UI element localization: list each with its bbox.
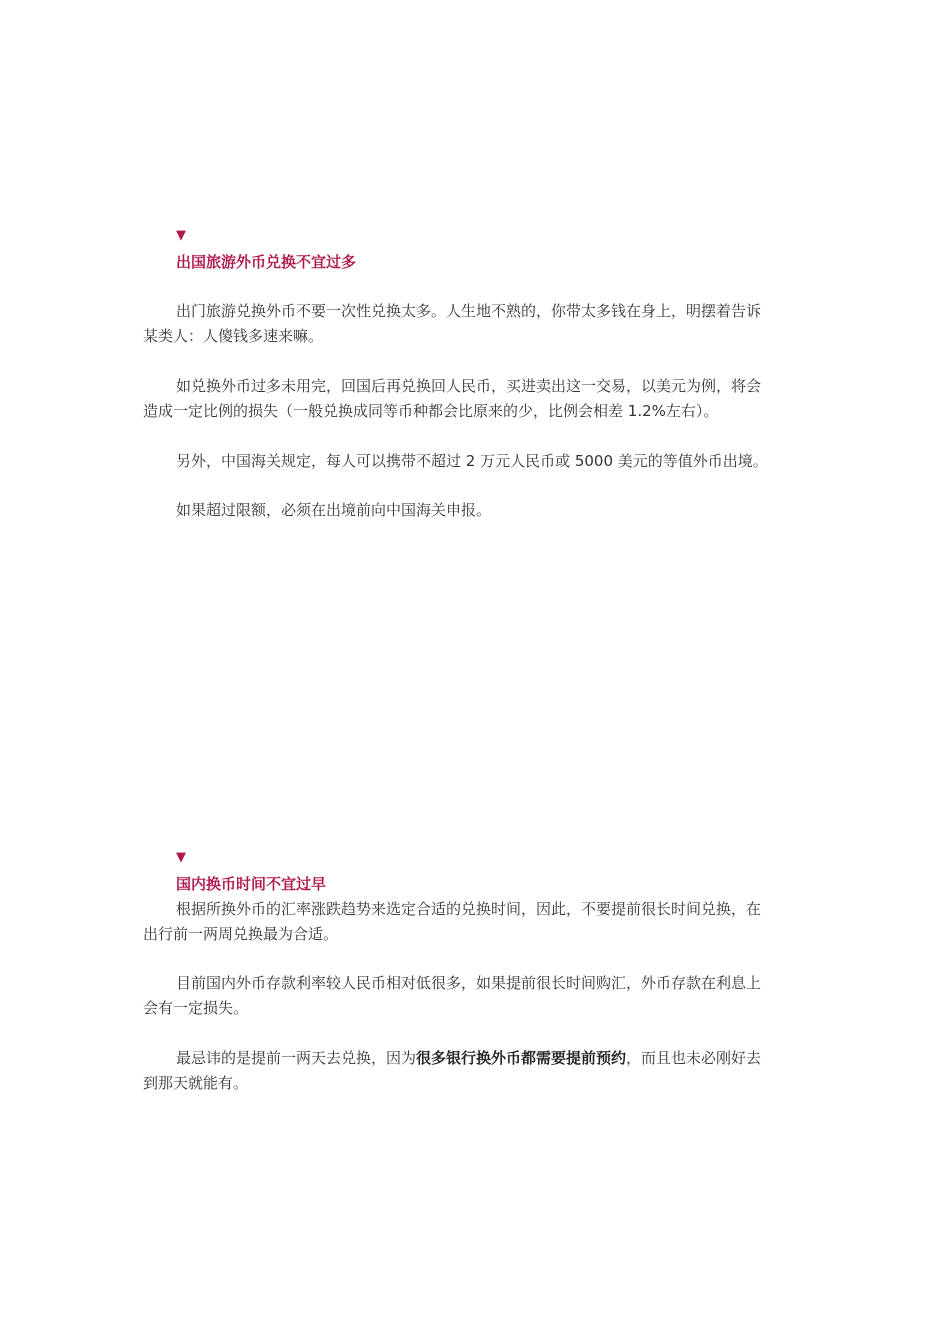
paragraph-line: 根据所换外币的汇率涨跌趋势来选定合适的兑换时间，因此，不要提前很长时间兑换，在 (176, 900, 762, 918)
paragraph (143, 449, 803, 474)
paragraph-line: 到那天就能有。 (143, 1074, 249, 1092)
paragraph-line: 另外，中国海关规定，每人可以携带不超过 2 万元人民币或 5000 美元的等值外币出境。 (176, 452, 768, 470)
paragraph-line: 造成一定比例的损失（一般兑换成同等币种都会比原来的少，比例会相差 1.2%左右）。 (143, 402, 719, 420)
paragraph (143, 374, 803, 424)
paragraph (143, 971, 803, 1021)
paragraph-line: 出行前一两周兑换最为合适。 (143, 925, 339, 943)
paragraph-line (143, 1046, 803, 1071)
paragraph (143, 1046, 803, 1096)
paragraph-text: 最忌讳的是提前一两天去兑换，因为 (176, 1049, 417, 1067)
paragraph-line: 某类人：人傻钱多速来嘛。 (143, 327, 324, 345)
paragraph (143, 299, 803, 349)
section-marker-icon: ▼ (176, 228, 186, 243)
emphasis-text: 很多银行换外币都需要提前预约 (416, 1049, 627, 1067)
paragraph-line: 出门旅游兑换外币不要一次性兑换太多。人生地不熟的，你带太多钱在身上，明摆着告诉 (176, 302, 762, 320)
paragraph-line: 目前国内外币存款利率较人民币相对低很多，如果提前很长时间购汇，外币存款在利息上 (176, 974, 762, 992)
section-marker-icon: ▼ (176, 850, 186, 865)
paragraph (143, 498, 803, 523)
section-heading: 国内换币时间不宜过早 (176, 875, 327, 893)
paragraph-text: ，而且也未必刚好去 (626, 1049, 762, 1067)
paragraph-line: 如果超过限额，必须在出境前向中国海关申报。 (176, 501, 492, 519)
paragraph-line: 如兑换外币过多未用完，回国后再兑换回人民币，买进卖出这一交易，以美元为例，将会 (176, 377, 762, 395)
section-heading: 出国旅游外币兑换不宜过多 (176, 253, 357, 271)
paragraph (143, 897, 803, 947)
paragraph-line: 会有一定损失。 (143, 999, 249, 1017)
